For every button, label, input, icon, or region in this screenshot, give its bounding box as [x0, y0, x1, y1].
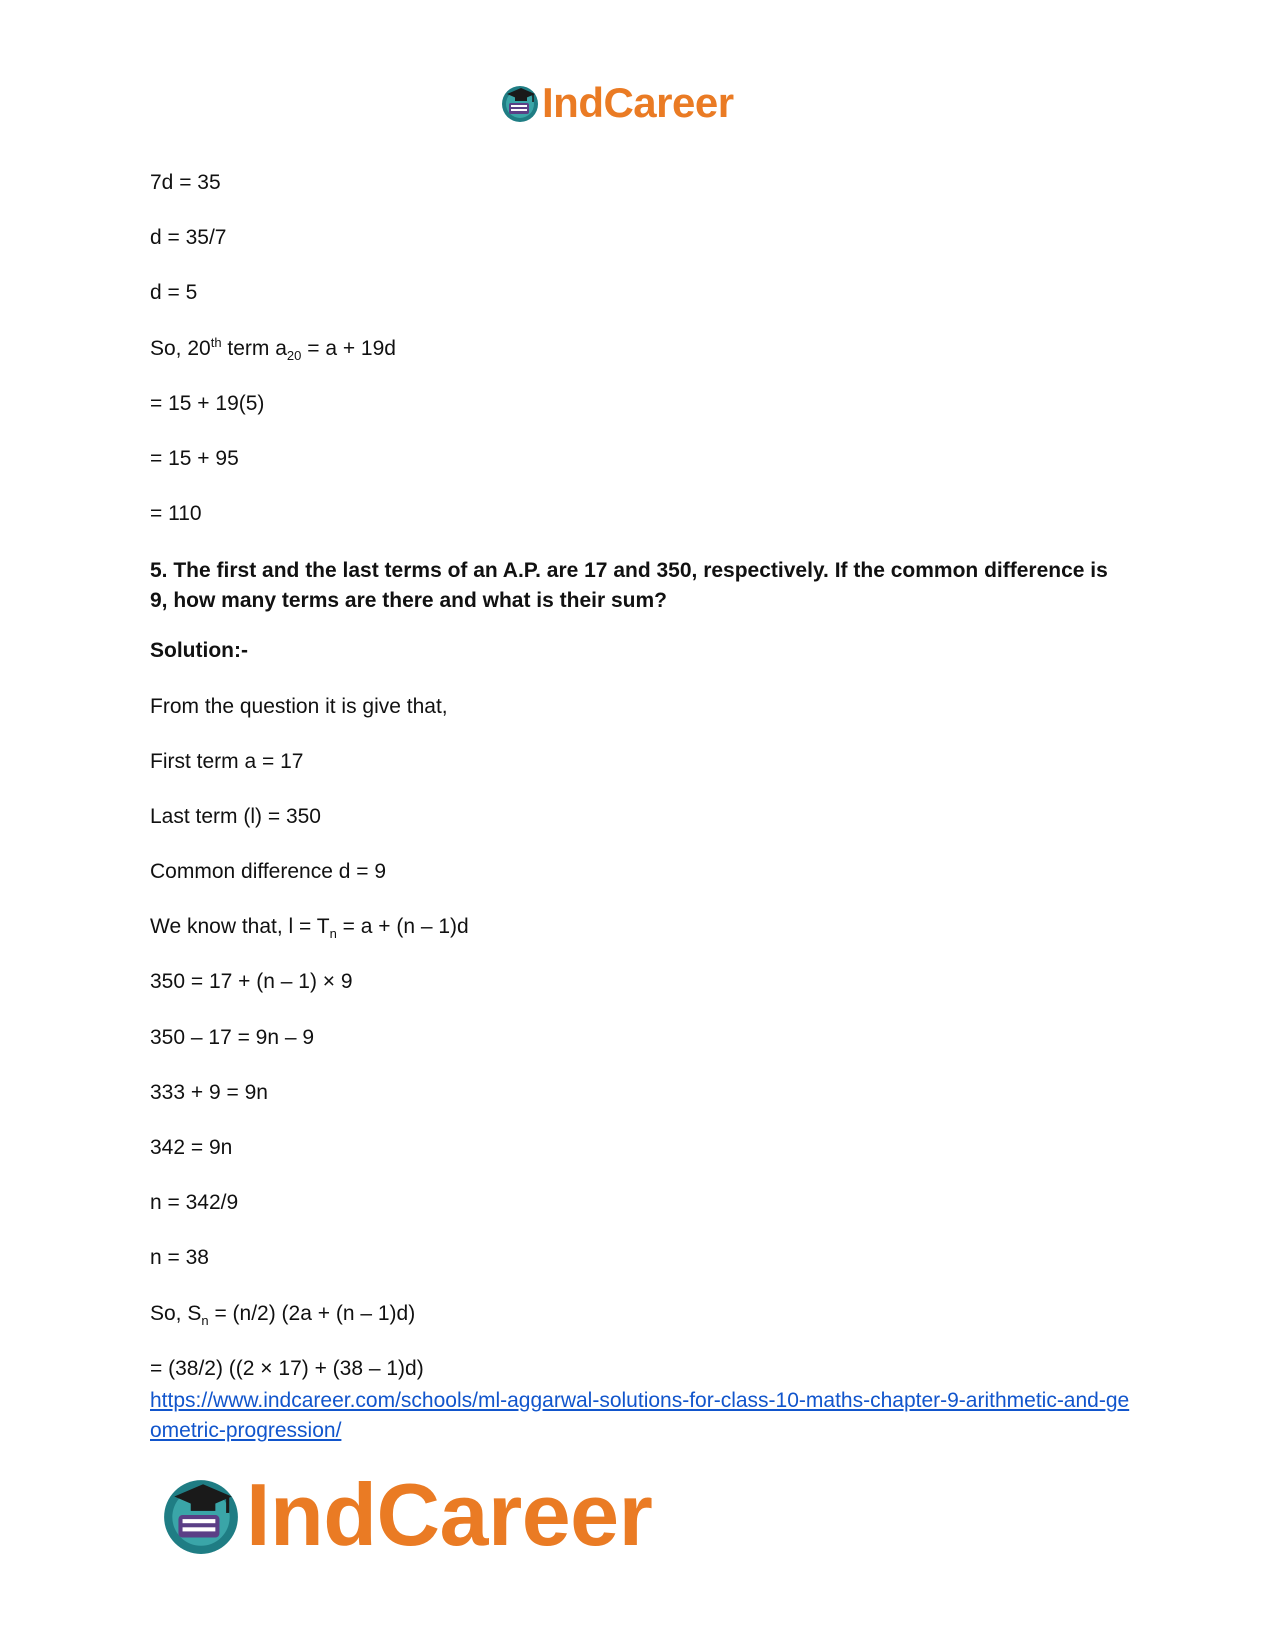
- question-5: 5. The first and the last terms of an A.P. are 17 and 350, respectively. If the common difference is 9, how many terms are there and what is their sum?: [150, 559, 1108, 613]
- logo-text: IndCareer: [246, 1465, 653, 1564]
- given-line: First term a = 17: [150, 749, 304, 773]
- header-logo: [500, 78, 734, 128]
- twentieth-term-line: [150, 336, 1130, 391]
- sum-prefix: So, S: [150, 1301, 202, 1325]
- work-line: 333 + 9 = 9n: [150, 1080, 268, 1104]
- step-line: = 110: [150, 502, 202, 526]
- work-line: 350 = 17 + (n – 1) × 9: [150, 970, 353, 994]
- source-link[interactable]: https://www.indcareer.com/schools/ml-aggarwal-solutions-for-class-10-maths-chapter-9-arithmetic-and-geometric-progression/: [150, 1388, 1130, 1442]
- footer-logo: [160, 1465, 653, 1564]
- solution-label: Solution:-: [150, 639, 248, 663]
- given-line: Common difference d = 9: [150, 860, 386, 884]
- sum-formula-line: [150, 1301, 1130, 1356]
- work-line: 350 – 17 = 9n – 9: [150, 1025, 315, 1049]
- term-prefix: So, 20: [150, 336, 211, 360]
- step-line: = 15 + 95: [150, 446, 239, 470]
- solution-content: [150, 170, 1130, 1446]
- step-line: d = 5: [150, 281, 198, 305]
- graduation-book-globe-icon: [160, 1474, 242, 1556]
- step-line: d = 35/7: [150, 226, 227, 250]
- formula-suffix: = a + (n – 1)d: [336, 915, 469, 939]
- term-suffix: = a + 19d: [301, 336, 396, 360]
- work-line: n = 342/9: [150, 1191, 239, 1215]
- formula-prefix: We know that, l = T: [150, 915, 330, 939]
- work-line: 342 = 9n: [150, 1136, 233, 1159]
- step-line: 7d = 35: [150, 171, 221, 194]
- formula-subscript: n: [329, 926, 337, 942]
- graduation-book-globe-icon: [500, 83, 540, 123]
- logo-text: IndCareer: [542, 79, 734, 126]
- work-line: n = 38: [150, 1246, 209, 1270]
- sum-suffix: = (n/2) (2a + (n – 1)d): [208, 1301, 416, 1325]
- term-middle: term a: [221, 336, 287, 360]
- given-line: From the question it is give that,: [150, 694, 448, 718]
- term-superscript: th: [210, 334, 222, 350]
- step-line: = 15 + 19(5): [150, 391, 265, 415]
- given-line: Last term (l) = 350: [150, 804, 321, 828]
- sum-substitution-line: = (38/2) ((2 × 17) + (38 – 1)d): [150, 1356, 424, 1380]
- sum-subscript: n: [201, 1312, 209, 1328]
- term-subscript: 20: [286, 347, 302, 363]
- formula-line: [150, 914, 1130, 969]
